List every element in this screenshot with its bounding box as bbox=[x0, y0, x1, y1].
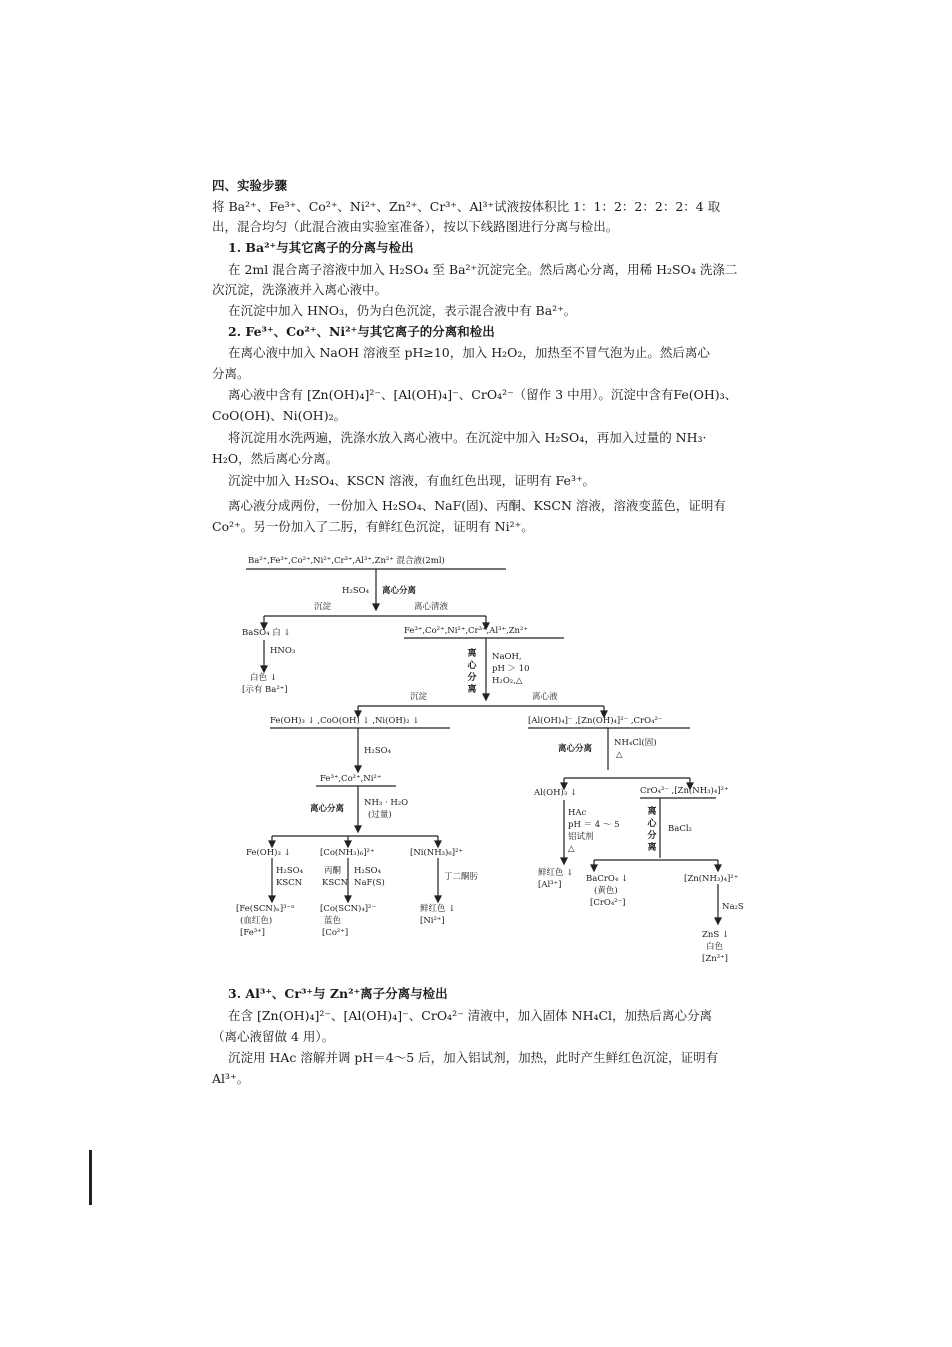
flow-ni-red: 鲜红色 ↓ bbox=[420, 904, 456, 914]
flow-zn-ammine: [Zn(NH₃)₄]²⁺ bbox=[684, 874, 739, 884]
flow-reagent-na2s: Na₂S bbox=[722, 902, 744, 912]
flow-bacro4-color: (黄色) bbox=[594, 886, 618, 896]
step1-para1-a: 在 2ml 混合离子溶液中加入 H₂SO₄ 至 Ba²⁺沉淀完全。然后离心分离，用稀 H₂SO₄ 洗涤二 bbox=[228, 262, 738, 277]
flow-liquid-label-2: 离心液 bbox=[532, 692, 558, 702]
flow-op-5-char-4: 离 bbox=[647, 843, 657, 853]
flow-fe-scn-color: (血红色) bbox=[240, 916, 273, 926]
flow-reagent-h2o2: H₂O₂,△ bbox=[492, 676, 523, 686]
separation-flowchart bbox=[228, 548, 768, 976]
flow-al-note: [Al³⁺] bbox=[538, 880, 562, 890]
step3-para1-b: （离心液留做 4 用）。 bbox=[212, 1029, 335, 1044]
flow-aloh3: Al(OH)₃ ↓ bbox=[534, 788, 578, 798]
flow-reagent-h2so4: H₂SO₄ bbox=[342, 586, 370, 596]
step2-para2-b: CoO(OH)、Ni(OH)₂。 bbox=[212, 408, 347, 423]
flow-cro4-note: [CrO₄²⁻] bbox=[590, 898, 626, 908]
flow-reagent-hno3: HNO₃ bbox=[270, 646, 296, 656]
flow-op-centrifuge-5 bbox=[646, 806, 658, 854]
flow-ions-fe-co-ni: Fe³⁺,Co²⁺,Ni²⁺ bbox=[320, 774, 382, 784]
intro-line-1: 将 Ba²⁺、Fe³⁺、Co²⁺、Ni²⁺、Zn²⁺、Cr³⁺、Al³⁺试液按体积比 1：1：2：2：2：2：4 取 bbox=[212, 199, 721, 214]
flow-feoh3: Fe(OH)₃ ↓ bbox=[246, 848, 291, 858]
step1-title: 1. Ba²⁺与其它离子的分离与检出 bbox=[228, 240, 414, 255]
flow-ni-note: [Ni²⁺] bbox=[420, 916, 445, 926]
flow-mid-ions: Fe³⁺,Co²⁺,Ni²⁺,Cr³⁺,Al³⁺,Zn²⁺ bbox=[404, 626, 528, 636]
flow-zns-color: 白色 bbox=[706, 942, 724, 952]
flow-al-reagent-ph: pH ＝ 4 ～ 5 bbox=[568, 820, 620, 830]
step3-para2-a: 沉淀用 HAc 溶解并调 pH＝4～5 后，加入铝试剂，加热，此时产生鲜红色沉淀，证明有 bbox=[228, 1050, 719, 1065]
flow-co-ammine: [Co(NH₃)₆]²⁺ bbox=[320, 848, 375, 858]
step2-para2-a: 离心液中含有 [Zn(OH)₄]²⁻、[Al(OH)₄]⁻、CrO₄²⁻（留作 3 中用）。沉淀中含有Fe(OH)₃、 bbox=[228, 387, 738, 402]
step3-title: 3. Al³⁺、Cr³⁺与 Zn²⁺离子分离与检出 bbox=[228, 986, 448, 1001]
flow-op-2-char-4: 离 bbox=[467, 685, 477, 695]
step2-para1-b: 分离。 bbox=[212, 366, 250, 381]
flow-co-scn: [Co(SCN)₄]²⁻ bbox=[320, 904, 376, 914]
section-heading: 四、实验步骤 bbox=[212, 178, 288, 193]
flow-precipitate-label-2: 沉淀 bbox=[410, 692, 428, 702]
flow-top-mixture: Ba²⁺,Fe³⁺,Co²⁺,Ni²⁺,Cr³⁺,Al³⁺,Zn²⁺ 混合液(2ml) bbox=[248, 556, 445, 566]
flow-liquid-label-1: 离心清液 bbox=[414, 602, 449, 612]
flow-cro4-zn: CrO₄²⁻ ,[Zn(NH₃)₄]²⁺ bbox=[640, 786, 729, 796]
flow-op-5-char-1: 离 bbox=[647, 807, 657, 817]
step2-para1-a: 在离心液中加入 NaOH 溶液至 pH≥10，加入 H₂O₂，加热至不冒气泡为止。然后离心 bbox=[228, 345, 710, 360]
flow-ni-ammine: [Ni(NH₃)₆]²⁺ bbox=[410, 848, 463, 858]
flow-reagent-bacl2: BaCl₂ bbox=[668, 824, 692, 834]
flow-al-red: 鲜红色 ↓ bbox=[538, 868, 574, 878]
flow-op-centrifuge-1: 离心分离 bbox=[382, 586, 417, 596]
step3-para2-b: Al³⁺。 bbox=[212, 1071, 250, 1086]
flow-reagent-excess: (过量) bbox=[368, 810, 392, 820]
flow-ba-note: [示有 Ba²⁺] bbox=[242, 685, 288, 695]
flow-op-centrifuge-4: 离心分离 bbox=[558, 744, 593, 754]
flow-op-centrifuge-2 bbox=[466, 648, 478, 696]
flow-op-2-char-1: 离 bbox=[467, 649, 477, 659]
flow-op-5-char-3: 分 bbox=[647, 831, 657, 841]
flow-op-2-char-3: 分 bbox=[467, 673, 477, 683]
intro-line-2: 出，混合均匀（此混合液由实验室准备），按以下线路图进行分离与检出。 bbox=[212, 219, 619, 234]
flow-reagent-naoh: NaOH, bbox=[492, 652, 522, 662]
flow-reagent-h2so4-2: H₂SO₄ bbox=[364, 746, 392, 756]
flow-reagent-ph: pH ＞ 10 bbox=[492, 664, 530, 674]
flowchart-lines bbox=[228, 548, 768, 976]
step2-para3-b: H₂O，然后离心分离。 bbox=[212, 451, 339, 466]
flow-ni-reagent: 丁二酮肟 bbox=[444, 872, 479, 882]
step2-para5-a: 离心液分成两份，一份加入 H₂SO₄、NaF(固)、丙酮、KSCN 溶液，溶液变蓝色，证明有 bbox=[228, 498, 726, 513]
flow-bacro4: BaCrO₄ ↓ bbox=[586, 874, 629, 884]
flow-fe-scn: [Fe(SCN)ₙ]³⁻ⁿ bbox=[236, 904, 295, 914]
flow-op-5-char-2: 心 bbox=[647, 819, 657, 829]
step1-para1-b: 次沉淀，洗涤液并入离心液中。 bbox=[212, 282, 388, 297]
flow-op-2-char-2: 心 bbox=[467, 661, 477, 671]
flow-co-reagent-acetone: 丙酮 bbox=[324, 866, 342, 876]
flow-reagent-heat: △ bbox=[616, 750, 623, 760]
flow-co-reagent-naf: NaF(S) bbox=[354, 878, 385, 888]
flow-al-reagent-hac: HAc bbox=[568, 808, 587, 818]
step2-para3-a: 将沉淀用水洗两遍，洗涤水放入离心液中。在沉淀中加入 H₂SO₄，再加入过量的 NH₃· bbox=[228, 430, 707, 445]
step1-para2: 在沉淀中加入 HNO₃，仍为白色沉淀，表示混合液中有 Ba²⁺。 bbox=[228, 303, 577, 318]
flow-co-scn-color: 蓝色 bbox=[324, 916, 342, 926]
flow-co-reagent-h2so4: H₂SO₄ bbox=[354, 866, 382, 876]
flow-reagent-nh3: NH₃ · H₂O bbox=[364, 798, 409, 808]
flow-baso4: BaSO₄ 白 ↓ bbox=[242, 628, 291, 638]
flow-zns: ZnS ↓ bbox=[702, 930, 730, 940]
flow-white-ppt: 白色 ↓ bbox=[250, 673, 277, 683]
step3-para1-a: 在含 [Zn(OH)₄]²⁻、[Al(OH)₄]⁻、CrO₄²⁻ 清液中，加入固体 NH₄Cl，加热后离心分离 bbox=[228, 1008, 713, 1023]
flow-right-liquid: [Al(OH)₄]⁻ ,[Zn(OH)₄]²⁻ ,CrO₄²⁻ bbox=[528, 716, 663, 726]
flow-precipitate-label-1: 沉淀 bbox=[314, 602, 332, 612]
step2-para4: 沉淀中加入 H₂SO₄、KSCN 溶液，有血红色出现，证明有 Fe³⁺。 bbox=[228, 473, 596, 488]
step2-para5-b: Co²⁺。另一份加入了二肟，有鲜红色沉淀，证明有 Ni²⁺。 bbox=[212, 519, 534, 534]
flow-op-centrifuge-3: 离心分离 bbox=[310, 804, 345, 814]
flow-fe-note: [Fe³⁺] bbox=[240, 928, 265, 938]
flow-co-note: [Co²⁺] bbox=[322, 928, 349, 938]
margin-mark bbox=[89, 1150, 92, 1205]
flow-hydroxide-ppt: Fe(OH)₃ ↓ ,CoO(OH) ↓ ,Ni(OH)₂ ↓ bbox=[270, 716, 420, 726]
flow-al-reagent-aluminon: 铝试剂 bbox=[568, 832, 594, 842]
step2-title: 2. Fe³⁺、Co²⁺、Ni²⁺与其它离子的分离和检出 bbox=[228, 324, 495, 339]
flow-fe-reagent-1: H₂SO₄ bbox=[276, 866, 304, 876]
flow-co-reagent-kscn: KSCN bbox=[322, 878, 349, 888]
flow-fe-reagent-2: KSCN bbox=[276, 878, 303, 888]
flow-al-reagent-heat: △ bbox=[568, 844, 575, 854]
flow-zn-note: [Zn²⁺] bbox=[702, 954, 728, 964]
flow-reagent-nh4cl: NH₄Cl(固) bbox=[614, 738, 657, 748]
